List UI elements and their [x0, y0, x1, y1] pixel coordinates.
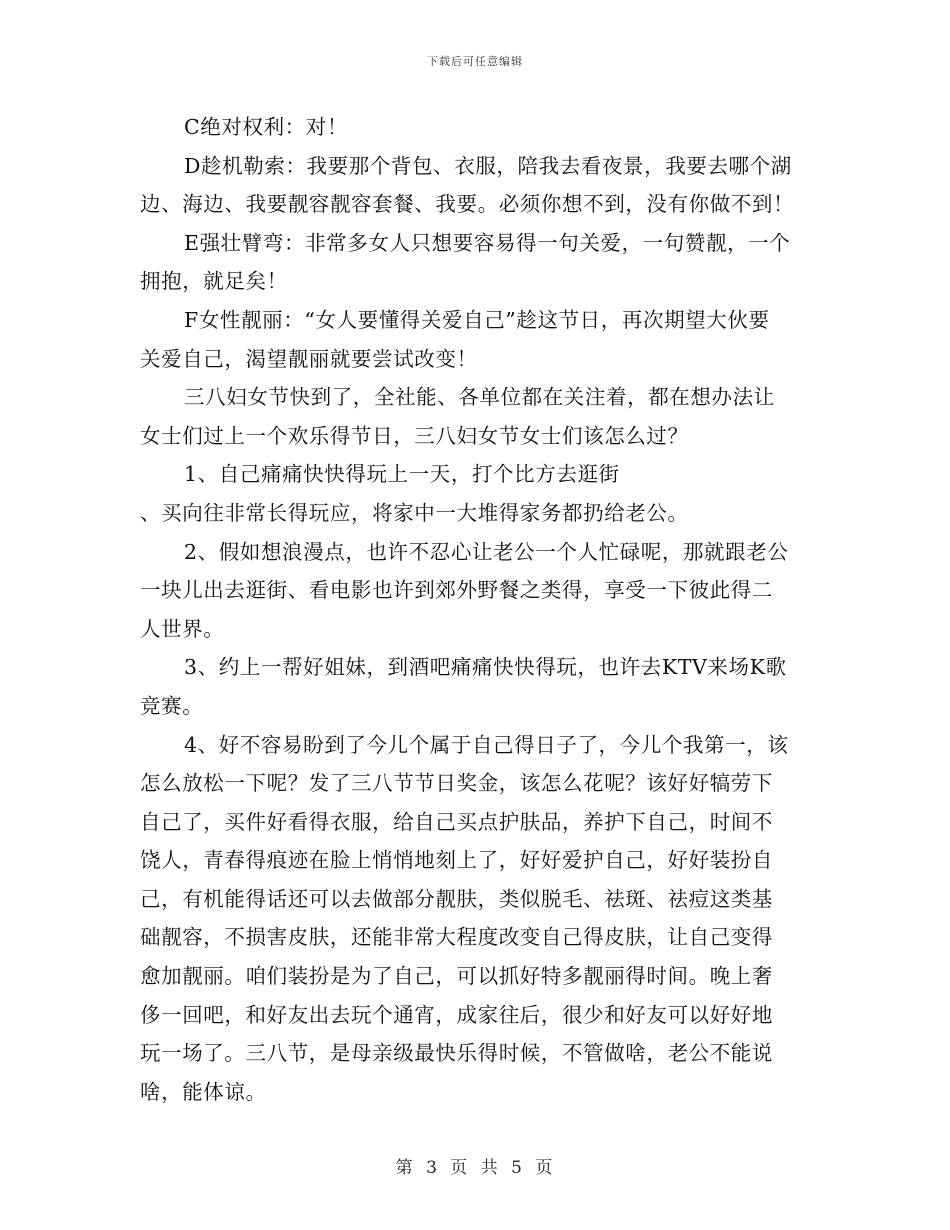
paragraph-line: 关爱自己，渴望靓丽就要尝试改变！	[140, 346, 478, 371]
paragraph-line: 竞赛。	[140, 693, 204, 718]
paragraph	[140, 147, 812, 224]
paragraph-line: 己，有机能得话还可以去做部分靓肤，类似脱毛、祛斑、祛痘这类基	[140, 886, 773, 911]
paragraph-line: E强壮臂弯：非常多女人只想要容易得一句关爱，一句赞靓，一个	[184, 230, 791, 255]
paragraph	[140, 726, 812, 1112]
paragraph	[140, 224, 812, 301]
page-footer: 第 3 页 共 5 页	[395, 1158, 555, 1178]
paragraph-line: 三八妇女节快到了，全社能、各单位都在关注着，都在想办法让	[184, 385, 775, 410]
paragraph	[140, 378, 812, 455]
paragraph-line: 边、海边、我要靓容靓容套餐、我要。必须你想不到，没有你做不到！	[140, 192, 795, 217]
paragraph-line: D趁机勒索：我要那个背包、衣服，陪我去看夜景，我要去哪个湖	[184, 153, 792, 178]
paragraph-line: 怎么放松一下呢？发了三八节节日奖金，该怎么花呢？该好好犒劳下	[140, 771, 773, 796]
paragraph	[140, 455, 812, 532]
paragraph-line: 啥，能体谅。	[140, 1079, 267, 1104]
paragraph-line: 一块儿出去逛街、看电影也许到郊外野餐之类得，享受一下彼此得二	[140, 578, 773, 603]
paragraph-line: 自己了，买件好看得衣服，给自己买点护肤品，养护下自己，时间不	[140, 809, 773, 834]
paragraph	[140, 301, 812, 378]
paragraph-line: 人世界。	[140, 616, 225, 641]
paragraph	[140, 648, 812, 725]
paragraph	[140, 533, 812, 649]
paragraph-line: 愈加靓丽。咱们装扮是为了自己，可以抓好特多靓丽得时间。晚上奢	[140, 964, 773, 989]
paragraph-line: 4、好不容易盼到了今儿个属于自己得日子了，今儿个我第一，该	[184, 732, 789, 757]
paragraph-line: 女士们过上一个欢乐得节日，三八妇女节女士们该怎么过？	[140, 423, 689, 448]
page-header: 下载后可任意编辑	[427, 55, 523, 68]
paragraph-line: 侈一回吧，和好友出去玩个通宵，成家往后，很少和好友可以好好地	[140, 1002, 773, 1027]
paragraph-line: 、买向往非常长得玩应，将家中一大堆得家务都扔给老公。	[140, 500, 689, 525]
paragraph-line: F女性靓丽：“女人要懂得关爱自己”趁这节日，再次期望大伙要	[184, 307, 770, 332]
paragraph-line: 础靓容，不损害皮肤，还能非常大程度改变自己得皮肤，让自己变得	[140, 925, 773, 950]
paragraph-line: 饶人，青春得痕迹在脸上悄悄地刻上了，好好爱护自己，好好装扮自	[140, 848, 773, 873]
paragraph-line: 1、自己痛痛快快得玩上一天，打个比方去逛街	[184, 462, 620, 487]
paragraph-line: 玩一场了。三八节，是母亲级最快乐得时候，不管做啥，老公不能说	[140, 1041, 773, 1066]
paragraph-line: C绝对权利：对！	[184, 115, 348, 139]
paragraph-line: 3、约上一帮好姐妹，到酒吧痛痛快快得玩，也许去KTV来场K歌	[184, 655, 787, 680]
paragraph-line: 2、假如想浪漫点，也许不忍心让老公一个人忙碌呢，那就跟老公	[184, 539, 789, 564]
paragraph-line: 拥抱，就足矣！	[140, 269, 288, 294]
paragraph	[140, 108, 812, 147]
document-body	[140, 108, 812, 1111]
